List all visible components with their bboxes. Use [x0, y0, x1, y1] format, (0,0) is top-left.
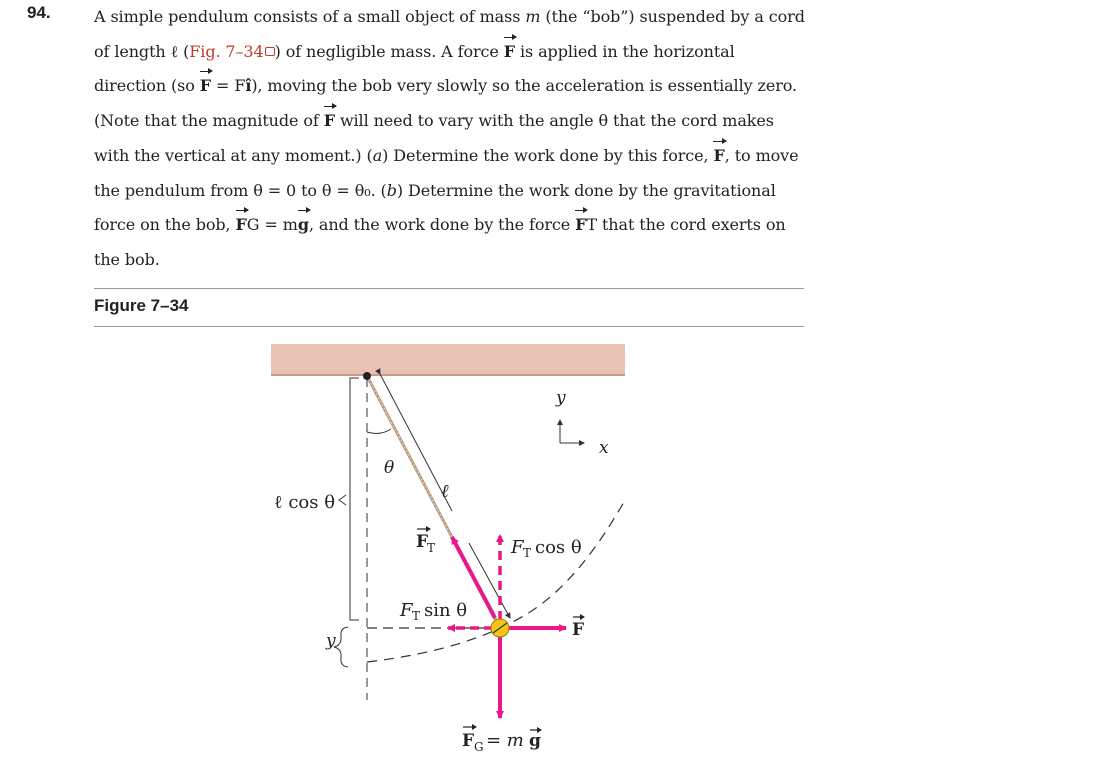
svg-text:F: F — [400, 600, 413, 621]
vector-symbol: F — [324, 104, 335, 139]
text-run: the bob. — [94, 249, 160, 269]
text-run: of length ℓ ( — [94, 41, 190, 61]
ell-cos-brace-tip — [339, 495, 346, 505]
text-run: will need to vary with the angle θ that the cord makes — [334, 111, 774, 131]
ft-cos-label — [510, 537, 582, 560]
ceiling — [271, 344, 625, 374]
text-run: ) of negligible mass. A force — [274, 41, 504, 61]
text-run: force on the bob, — [94, 215, 236, 235]
text-run: , to move — [724, 145, 799, 165]
bob-path-arc — [367, 500, 625, 662]
svg-text:F: F — [416, 532, 429, 552]
text-run: is applied in the horizontal — [515, 41, 735, 61]
italic-symbol: m — [525, 7, 541, 26]
italic-symbol: b — [386, 180, 397, 200]
text-run: with the vertical at any moment.) ( — [94, 145, 373, 165]
y-label: y — [326, 631, 336, 651]
vector-symbol: F — [504, 35, 515, 70]
svg-text:G: G — [474, 740, 484, 754]
unit-vector-symbol: î — [245, 76, 252, 96]
theta-arc — [367, 429, 391, 433]
axis-y-label: y — [556, 388, 566, 408]
text-run: (the “bob”) suspended by a cord — [540, 7, 805, 26]
figure-label: Figure 7–34 — [94, 296, 189, 315]
vector-symbol: F — [713, 139, 724, 174]
vector-symbol: F — [575, 208, 586, 243]
figure-link[interactable]: Fig. 7–34 — [189, 42, 274, 61]
pivot-point — [363, 372, 371, 380]
fg-label — [462, 724, 542, 754]
vector-symbol: F — [236, 208, 247, 243]
f-label — [572, 614, 585, 640]
text-run: = F — [211, 76, 246, 96]
y-brace — [334, 627, 348, 667]
vector-symbol: g — [298, 208, 309, 243]
ell-cos-label: ℓ cos θ — [274, 492, 336, 513]
ft-label — [416, 526, 435, 555]
text-run: , and the work done by the force — [308, 215, 576, 235]
svg-text:T: T — [427, 541, 436, 555]
ell-label: ℓ — [441, 481, 449, 502]
text-run: ), moving the bob very slowly so the acceleration is essentially zero. — [251, 76, 797, 96]
italic-symbol: a — [372, 145, 383, 165]
vector-symbol: F — [200, 69, 211, 104]
text-run: ) Determine the work done by this force, — [382, 145, 714, 165]
problem-number: 94. — [27, 3, 51, 22]
text-run: A simple pendulum consists of a small object of mass — [94, 7, 526, 26]
svg-text:F: F — [462, 731, 475, 751]
ell-cos-bracket — [350, 378, 359, 620]
svg-text:T: T — [412, 609, 421, 623]
svg-text:g: g — [529, 731, 541, 751]
svg-text:F: F — [572, 620, 585, 640]
svg-text:sin θ: sin θ — [424, 600, 468, 621]
text-run: (Note that the magnitude of — [94, 111, 324, 131]
svg-text:T: T — [523, 546, 532, 560]
text-run: direction (so — [94, 76, 200, 96]
text-run: T that the cord exerts on — [586, 215, 786, 235]
axis-x-label: x — [599, 438, 609, 458]
svg-text:cos θ: cos θ — [535, 537, 582, 558]
ft-sin-label — [399, 600, 467, 623]
theta-label: θ — [384, 458, 395, 478]
svg-text:F: F — [511, 537, 524, 558]
text-run: G = m — [246, 215, 298, 235]
text-run: the pendulum from θ = 0 to θ = θ₀. ( — [94, 180, 387, 200]
text-run: ) Determine the work done by the gravitational — [396, 180, 776, 200]
svg-text:= m: = m — [486, 730, 524, 751]
